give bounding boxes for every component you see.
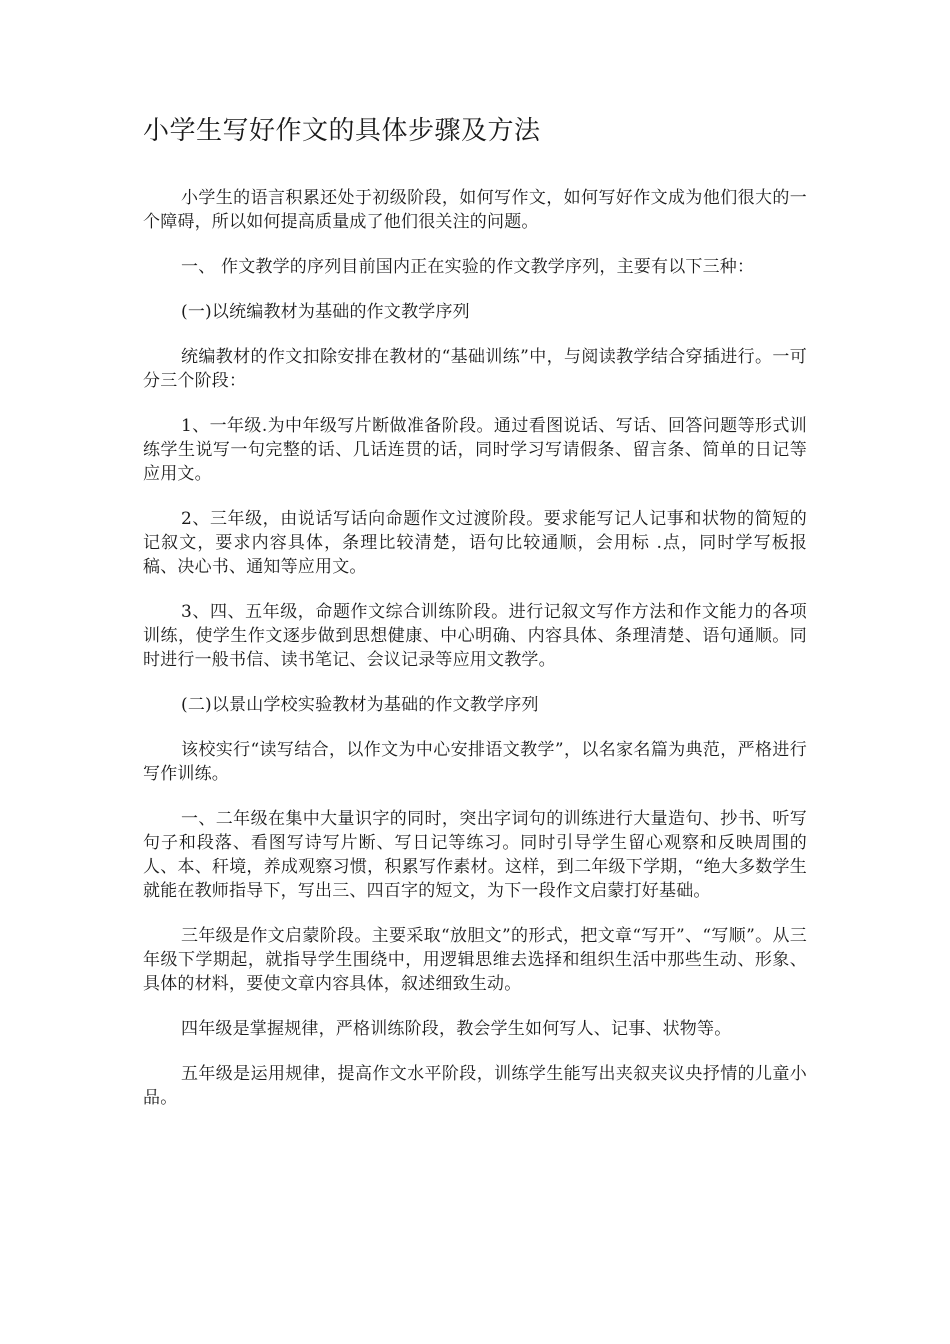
paragraph-stage-2: 2、三年级，由说话写话向命题作文过渡阶段。要求能写记人记事和状物的简短的记叙文，要求内容具体，条理比较清楚，语句比较通顺，会用标 .点，同时学写板报稿、决心书、通知等应用文。 bbox=[143, 509, 807, 577]
paragraph-grade-4: 四年级是掌握规律，严格训练阶段，教会学生如何写人、记事、状物等。 bbox=[181, 1019, 732, 1039]
paragraph-grade-3: 三年级是作文启蒙阶段。主要采取“放胆文”的形式，把文章“写开”、“写顺”。从三年级下学期起，就指导学生围绕中，用逻辑思维去选择和组织生活中那些生动、形象、具体的材料，要使文章内容具体，叙述细致生动。 bbox=[143, 926, 807, 994]
paragraph: 统编教材的作文扣除安排在教材的“基础训练”中，与阅读教学结合穿插进行。一可分三个阶段： bbox=[143, 347, 807, 391]
paragraph-subheading-2: (二)以景山学校实验教材为基础的作文教学序列 bbox=[181, 695, 539, 715]
paragraph-grade-5: 五年级是运用规律，提高作文水平阶段，训练学生能写出夹叙夹议央抒情的儿童小品。 bbox=[143, 1064, 807, 1108]
paragraph-stage-3: 3、四、五年级，命题作文综合训练阶段。进行记叙文写作方法和作文能力的各项训练，使学生作文逐步做到思想健康、中心明确、内容具体、条理清楚、语句通顺。同时进行一般书信、读书笔记、会议记录等应用文教学。 bbox=[143, 602, 807, 670]
document-title: 小学生写好作文的具体步骤及方法 bbox=[143, 116, 541, 146]
paragraph-intro: 小学生的语言积累还处于初级阶段，如何写作文，如何写好作文成为他们很大的一个障碍，所以如何提高质量成了他们很关注的问题。 bbox=[143, 188, 807, 232]
paragraph-stage-1: 1、一年级.为中年级写片断做准备阶段。通过看图说话、写话、回答问题等形式训练学生说写一句完整的话、几话连贯的话，同时学习写请假条、留言条、简单的日记等应用文。 bbox=[143, 416, 807, 484]
paragraph-section-heading: 一、 作文教学的序列目前国内正在实验的作文教学序列，主要有以下三种： bbox=[181, 257, 755, 277]
paragraph: 该校实行“读写结合，以作文为中心安排语文教学”，以名家名篇为典范，严格进行写作训练。 bbox=[143, 740, 807, 784]
paragraph-subheading-1: (一)以统编教材为基础的作文教学序列 bbox=[181, 302, 470, 322]
document-body bbox=[143, 186, 807, 1131]
paragraph-grades-1-2: 一、二年级在集中大量识字的同时，突出字词句的训练进行大量造句、抄书、听写句子和段落、看图写诗写片断、写日记等练习。同时引导学生留心观察和反映周围的人、本、秆境，养成观察习惯，积累写作素材。这样，到二年级下学期，“绝大多数学生就能在教师指导下，写出三、四百字的短文，为下一段作文启蒙打好基础。 bbox=[143, 809, 807, 901]
